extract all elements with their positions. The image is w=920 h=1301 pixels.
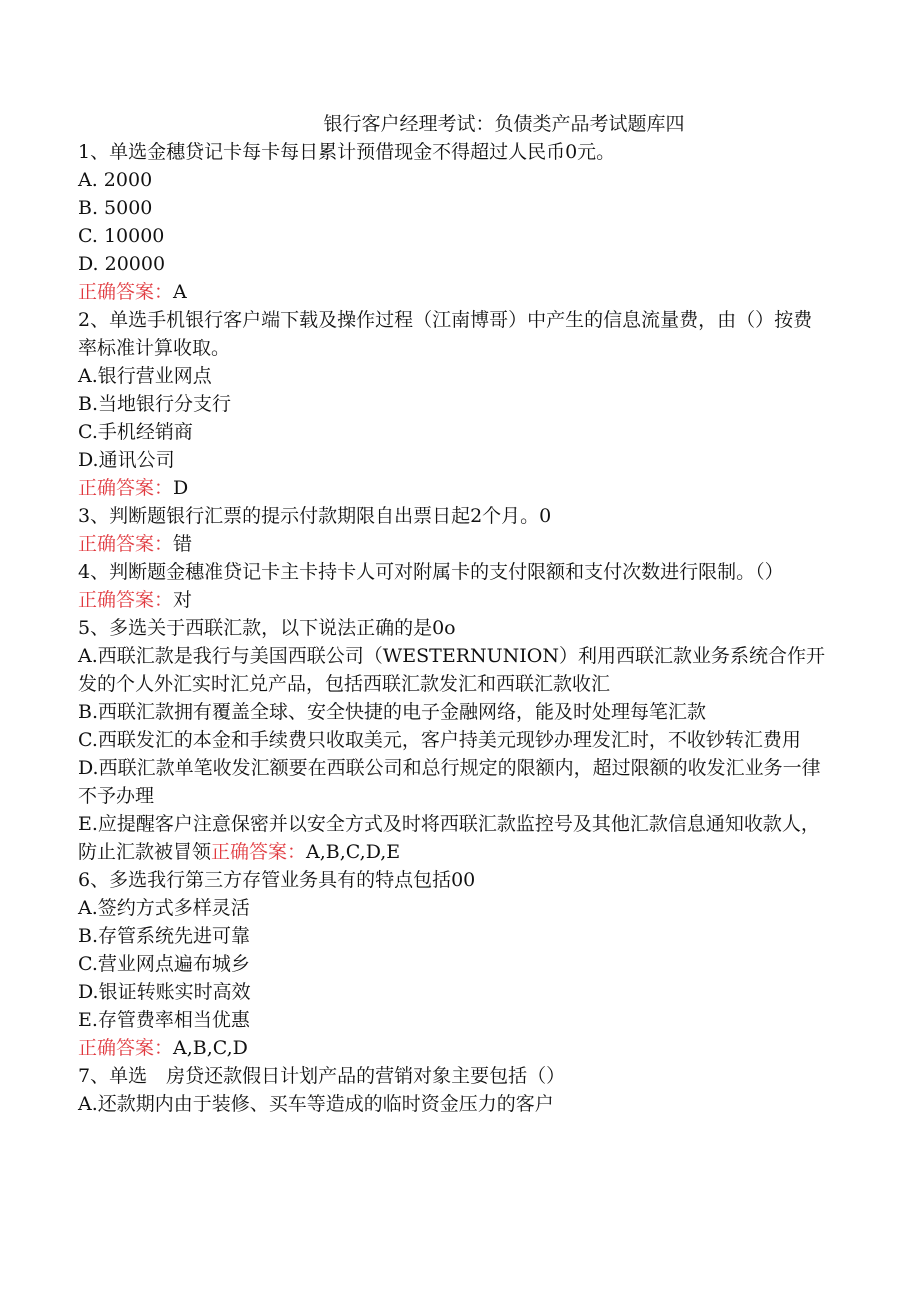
answer-label: 正确答案： xyxy=(78,477,174,499)
question-7-stem: 7、单选 房贷还款假日计划产品的营销对象主要包括（） xyxy=(78,1065,566,1087)
question-1-option-d: D. 20000 xyxy=(78,253,166,275)
question-1-stem: 1、单选金穗贷记卡每卡每日累计预借现金不得超过人民币0元。 xyxy=(78,141,616,163)
question-4-answer xyxy=(78,586,838,614)
question-6-answer xyxy=(78,1034,838,1062)
question-2-answer xyxy=(78,474,838,502)
question-3-answer xyxy=(78,530,838,558)
question-5-stem: 5、多选关于西联汇款，以下说法正确的是0o xyxy=(78,617,456,639)
answer-value: 对 xyxy=(173,589,193,611)
question-3-stem: 3、判断题银行汇票的提示付款期限自出票日起2个月。0 xyxy=(78,505,552,527)
question-5-option-e: E.应提醒客户注意保密并以安全方式及时将西联汇款监控号及其他汇款信息通知收款人，防止汇款被冒领 xyxy=(78,813,820,863)
question-1-option-b: B. 5000 xyxy=(78,197,153,219)
answer-value: A xyxy=(173,281,187,303)
question-4-stem: 4、判断题金穗准贷记卡主卡持卡人可对附属卡的支付限额和支付次数进行限制。（） xyxy=(78,561,784,583)
question-6-option-a: A.签约方式多样灵活 xyxy=(78,897,250,919)
question-5-option-b: B.西联汇款拥有覆盖全球、安全快捷的电子金融网络，能及时处理每笔汇款 xyxy=(78,701,707,723)
document-title: 银行客户经理考试：负债类产品考试题库四 xyxy=(323,113,685,135)
document-page xyxy=(78,110,838,1118)
answer-value: D xyxy=(173,477,189,499)
question-5-option-d: D.西联汇款单笔收发汇额要在西联公司和总行规定的限额内，超过限额的收发汇业务一律不予办理 xyxy=(78,757,821,807)
question-1-option-a: A. 2000 xyxy=(78,169,153,191)
question-1-option-c: C. 10000 xyxy=(78,225,165,247)
question-2-option-a: A.银行营业网点 xyxy=(78,365,212,387)
question-2-option-c: C.手机经销商 xyxy=(78,421,193,443)
question-7-option-a: A.还款期内由于装修、买车等造成的临时资金压力的客户 xyxy=(78,1093,554,1115)
question-6-stem: 6、多选我行第三方存管业务具有的特点包括00 xyxy=(78,869,476,891)
question-5-option-c: C.西联发汇的本金和手续费只收取美元，客户持美元现钞办理发汇时，不收钞转汇费用 xyxy=(78,729,801,751)
answer-label: 正确答案： xyxy=(211,841,307,863)
question-2-option-d: D.通讯公司 xyxy=(78,449,175,471)
question-5-option-e-with-answer xyxy=(78,810,828,866)
answer-label: 正确答案： xyxy=(78,281,174,303)
answer-label: 正确答案： xyxy=(78,1037,174,1059)
answer-value: A,B,C,D,E xyxy=(306,841,401,863)
question-2-stem: 2、单选手机银行客户端下载及操作过程（江南博哥）中产生的信息流量费，由（）按费率标准计算收取。 xyxy=(78,309,813,359)
answer-label: 正确答案： xyxy=(78,533,174,555)
question-6-option-c: C.营业网点遍布城乡 xyxy=(78,953,250,975)
question-5-option-a: A.西联汇款是我行与美国西联公司（WESTERNUNION）利用西联汇款业务系统合作开发的个人外汇实时汇兑产品，包括西联汇款发汇和西联汇款收汇 xyxy=(78,645,825,695)
answer-value: 错 xyxy=(173,533,193,555)
question-6-option-e: E.存管费率相当优惠 xyxy=(78,1009,250,1031)
answer-label: 正确答案： xyxy=(78,589,174,611)
answer-value: A,B,C,D xyxy=(173,1037,248,1059)
question-6-option-d: D.银证转账实时高效 xyxy=(78,981,251,1003)
question-1-answer xyxy=(78,278,838,306)
question-6-option-b: B.存管系统先进可靠 xyxy=(78,925,251,947)
question-2-option-b: B.当地银行分支行 xyxy=(78,393,232,415)
